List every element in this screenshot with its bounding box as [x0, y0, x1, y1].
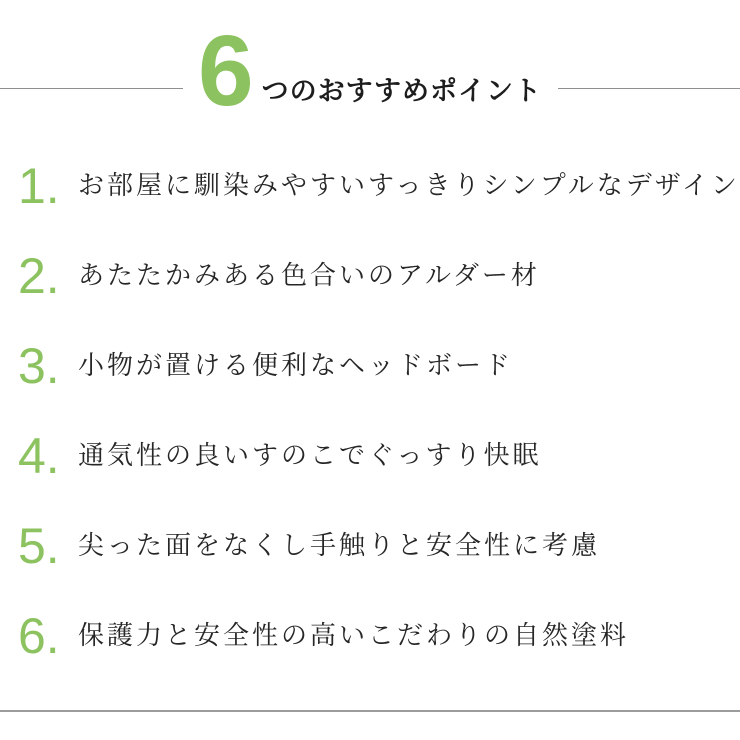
list-item: [0, 321, 740, 411]
point-text: お部屋に馴染みやすいすっきりシンプルなデザイン: [78, 170, 740, 201]
point-number: 1.: [18, 158, 60, 214]
list-item: [0, 411, 740, 501]
title-number: 6: [198, 15, 254, 127]
point-number: 4.: [18, 428, 60, 484]
page-title: [0, 0, 740, 127]
point-number: 6.: [18, 608, 60, 664]
list-item: [0, 231, 740, 321]
point-text: 保護力と安全性の高いこだわりの自然塗料: [78, 620, 630, 651]
title-text: つのおすすめポイント: [261, 76, 542, 106]
section-header: [0, 0, 740, 130]
list-item: [0, 141, 740, 231]
list-item: [0, 501, 740, 591]
list-item: [0, 591, 740, 681]
point-number: 5.: [18, 518, 60, 574]
point-text: 通気性の良いすのこでぐっすり快眠: [78, 440, 542, 471]
point-text: 尖った面をなくし手触りと安全性に考慮: [78, 530, 601, 561]
point-text: 小物が置ける便利なヘッドボード: [78, 350, 514, 381]
point-text: あたたかみある色合いのアルダー材: [78, 260, 540, 291]
point-number: 3.: [18, 338, 60, 394]
points-list: [0, 141, 740, 681]
point-number: 2.: [18, 248, 60, 304]
bottom-divider: [0, 710, 740, 712]
